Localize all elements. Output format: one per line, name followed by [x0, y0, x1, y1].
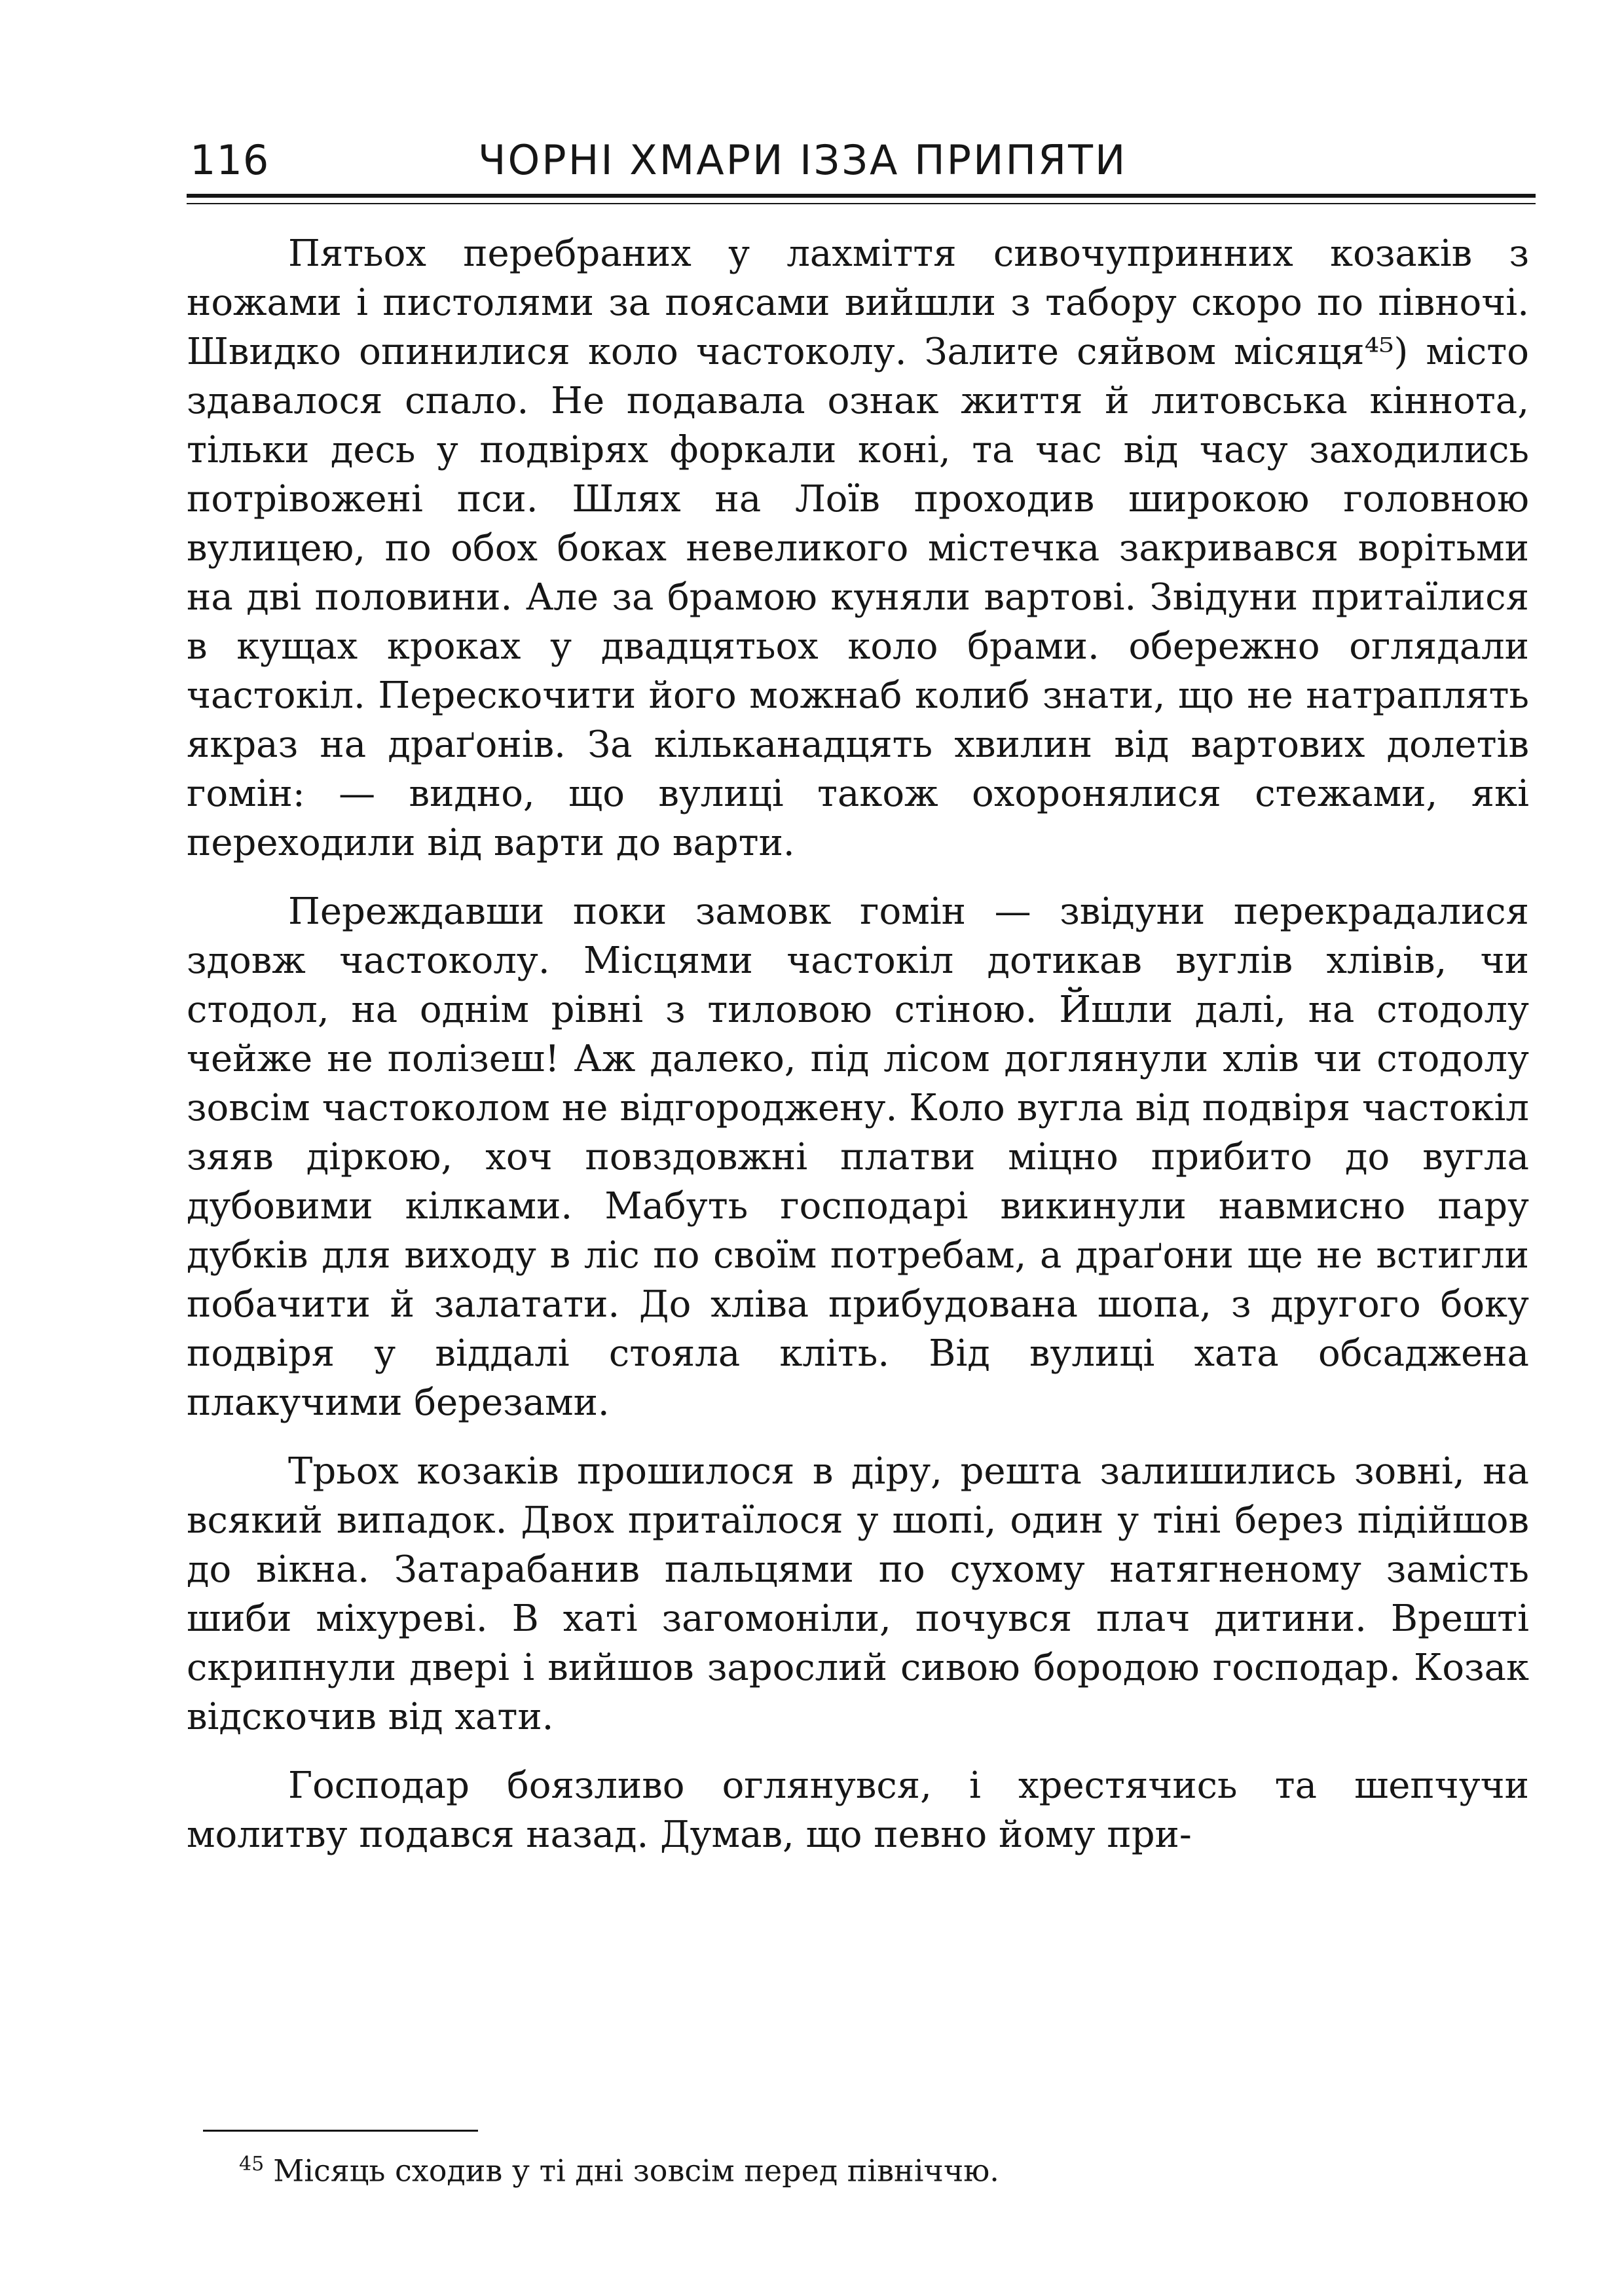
- header-rule-thick: [187, 194, 1536, 198]
- page-header: [190, 131, 1532, 190]
- footnote-text: Місяць сходив у ті дні зовсім перед північчю.: [273, 2153, 999, 2189]
- paragraph-2: Переждавши поки замовк гомін — звідуни перекрадалися здовж частоколу. Місцями частокіл дотикав вуглів хлівів, чи стодол, на однім рівні з тиловою стіною. Йшли далі, на стодолу чейже не полізеш! Аж далеко, під лісом доглянули хлів чи стодолу зовсім частоколом не відгороджену. Коло вугла від подвіря частокіл зяяв діркою, хоч повздовжні платви міцно прибито до вугла дубовими кілками. Мабуть господарі викинули навмисно пару дубків для виходу в ліс по своїм потребам, а драґони ще не встигли побачити й залатати. До хліва прибудована шопа, з другого боку подвіря у віддалі стояла кліть. Від вулиці хата обсаджена плакучими березами.: [187, 890, 1529, 1424]
- footnote-mark: 45: [239, 2153, 265, 2176]
- header-rule-thin: [187, 203, 1536, 204]
- body-text: [187, 229, 1529, 1859]
- footnote-divider: [203, 2130, 478, 2132]
- running-title: ЧОРНІ ХМАРИ ІЗЗА ПРИПЯТИ: [478, 136, 1128, 184]
- footnote: [239, 2144, 999, 2191]
- paragraph-1: Пятьох перебраних у лахміття сивочупринних козаків з ножами і пистолями за поясами вийшли з табору скоро по півночі. Швидко опинилися коло частоколу. Залите сяйвом місяця⁴⁵) місто здавалося спало. Не подавала ознак життя й литовська кіннота, тільки десь у подвірях форкали коні, та час від часу заходились потрівожені пси. Шлях на Лоїв проходив широкою головною вулицею, по обох боках невеликого містечка закривався ворітьми на дві половини. Але за брамою куняли вартові. Звідуни притаїлися в кущах кроках у двадцятьох коло брами. обережно оглядали частокіл. Перескочити його можнаб колиб знати, що не натраплять якраз на драґонів. За кільканадцять хвилин від вартових долетів гомін: — видно, що вулиці також охоронялися стежами, які переходили від варти до варти.: [187, 232, 1529, 864]
- paragraph-3: Трьох козаків прошилося в діру, решта залишились зовні, на всякий випадок. Двох притаїлося у шопі, один у тіні берез підійшов до вікна. Затарабанив пальцями по сухому натягненому замість шиби міхуреві. В хаті загомоніли, почувся плач дитини. Врешті скрипнули двері і вийшов зарослий сивою бородою господар. Козак відскочив від хати.: [187, 1450, 1529, 1738]
- page-number: 116: [190, 136, 270, 184]
- paragraph-4: Господар боязливо оглянувся, і хрестячись та шепчучи молитву подався назад. Думав, що певно йому при-: [187, 1764, 1529, 1856]
